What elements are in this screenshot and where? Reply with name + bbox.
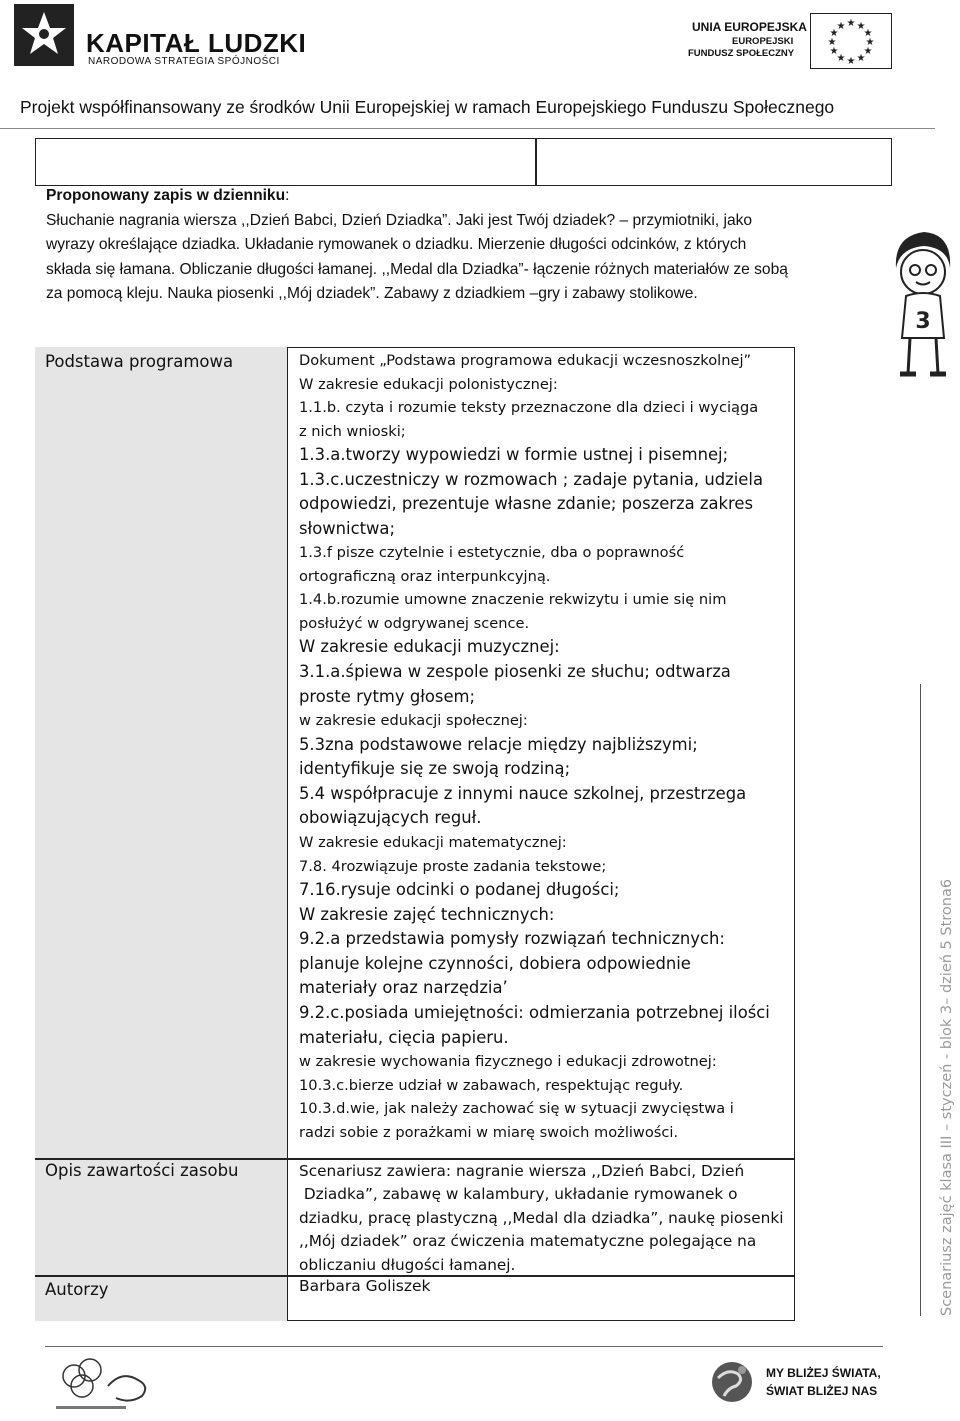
description-line: Dziadka”, zabawę w kalambury, układanie rymowanek o <box>299 1185 738 1204</box>
description-line: obliczaniu długości łamanej. <box>299 1255 516 1274</box>
label-podstawa-programowa: Podstawa programowa <box>45 352 234 371</box>
curriculum-line: materiału, cięcia papieru. <box>299 1027 509 1047</box>
kapital-ludzki-logo <box>14 4 74 66</box>
header-divider <box>0 128 935 129</box>
journal-line: składa się łamana. Obliczanie długości łamanej. ,,Medal dla Dziadka”- łączenie różnych materiałów ze sobą <box>46 260 788 278</box>
curriculum-line: 1.4.b.rozumie umowne znaczenie rekwizytu i umie się nim <box>299 591 727 609</box>
curriculum-line: 5.3zna podstawowe relacje między najbliższymi; <box>299 734 698 754</box>
project-statement: Projekt współfinansowany ze środków Unii Europejskiej w ramach Europejskiego Funduszu Społecznego <box>20 97 835 117</box>
curriculum-line: radzi sobie z porażkami w miarę swoich możliwości. <box>299 1123 679 1141</box>
curriculum-line: 5.4 współpracuje z innymi nauce szkolnej, przestrzega <box>299 783 747 803</box>
mybliz-line1: MY BLIŻEJ ŚWIATA, <box>766 1366 881 1380</box>
resource-description <box>299 1160 791 1277</box>
curriculum-line: odpowiedzi, prezentuje własne zdanie; poszerza zakres <box>299 494 754 514</box>
journal-line: wyrazy określające dziadka. Układanie rymowanek o dziadku. Mierzenie długości odcinków, z których <box>46 236 747 253</box>
curriculum-line: 7.16.rysuje odcinki o podanej długości; <box>299 880 620 900</box>
mybliz-line2: ŚWIAT BLIŻEJ NAS <box>766 1384 878 1398</box>
curriculum-line: z nich wnioski; <box>299 422 406 440</box>
description-line: Scenariusz zawiera: nagranie wiersza ,,Dzień Babci, Dzień <box>299 1162 745 1180</box>
svg-text:★: ★ <box>836 21 846 32</box>
side-page-label: Scenariusz zajęć klasa III – styczeń - blok 3– dzień 5 Strona6 <box>939 878 955 1316</box>
journal-line: za pomocą kleju. Nauka piosenki ,,Mój dziadek”. Zabawy z dziadkiem –gry i zabawy stolikowe. <box>46 285 698 302</box>
curriculum-line: W zakresie edukacji muzycznej: <box>299 637 560 657</box>
curriculum-line: 1.3.a.tworzy wypowiedzi w formie ustnej i pisemnej; <box>299 445 729 464</box>
curriculum-line: 3.1.a.śpiewa w zespole piosenki ze słuchu; odtwarza <box>299 661 731 681</box>
curriculum-line: 1.3.c.uczestniczy w rozmowach ; zadaje pytania, udziela <box>299 469 763 489</box>
kl-subtitle: NARODOWA STRATEGIA SPÓJNOŚCI <box>88 56 280 67</box>
curriculum-line: w zakresie edukacji społecznej: <box>299 712 528 730</box>
curriculum-line: 7.8. 4rozwiązuje proste zadania tekstowe; <box>299 857 607 875</box>
curriculum-line: identyfikuje się ze swoją rodziną; <box>299 759 571 779</box>
curriculum-line: 10.3.d.wie, jak należy zachować się w sytuacji zwycięstwa i <box>299 1100 734 1118</box>
star-figure-icon <box>14 4 74 66</box>
curriculum-line: planuje kolejne czynności, dobiera odpowiednie <box>299 953 691 973</box>
curriculum-line: obowiązujących reguł. <box>299 808 482 828</box>
curriculum-line: materiały oraz narzędzia’ <box>299 978 508 998</box>
journal-line: Słuchanie nagrania wiersza ,,Dzień Babci, Dzień Dziadka”. Jaki jest Twój dziadek? – przymiotniki, jako <box>46 211 753 229</box>
label-opis-zawartosci: Opis zawartości zasobu <box>45 1161 239 1180</box>
ue-line3: FUNDUSZ SPOŁECZNY <box>688 48 795 59</box>
curriculum-line: posłużyć w odgrywanej scence. <box>299 614 530 632</box>
curriculum-line: W zakresie edukacji polonistycznej: <box>299 375 558 393</box>
svg-text:★: ★ <box>865 37 875 48</box>
curriculum-line: 9.2.a przedstawia pomysły rozwiązań technicznych: <box>299 929 725 949</box>
kl-title: KAPITAŁ LUDZKI <box>86 28 307 58</box>
curriculum-line: ortograficzną oraz interpunkcyjną. <box>299 567 551 585</box>
svg-text:★: ★ <box>827 37 837 48</box>
svg-text:★: ★ <box>846 18 856 29</box>
curriculum-line: 1.3.f pisze czytelnie i estetycznie, dba o poprawność <box>299 544 685 562</box>
svg-text:★: ★ <box>856 53 866 64</box>
curriculum-line: proste rytmy głosem; <box>299 686 476 706</box>
mascot-number: 3 <box>915 309 931 334</box>
curriculum-line: słownictwa; <box>299 518 395 538</box>
curriculum-line: Dokument „Podstawa programowa edukacji wczesnoszkolnej” <box>299 352 752 369</box>
self-logo <box>52 1352 162 1414</box>
svg-text:★: ★ <box>836 53 846 64</box>
journal-heading-colon: : <box>285 187 290 204</box>
journal-entry <box>46 184 876 307</box>
journal-heading: Proponowany zapis w dzienniku <box>46 187 286 204</box>
curriculum-line: 1.1.b. czyta i rozumie teksty przeznaczone dla dzieci i wyciąga <box>299 399 759 416</box>
curriculum-line: W zakresie edukacji matematycznej: <box>299 834 567 852</box>
empty-cell-left <box>35 138 536 186</box>
description-line: ,,Mój dziadek” oraz ćwiczenia matematyczne polegające na <box>299 1232 757 1251</box>
curriculum-line: 10.3.c.bierze udział w zabawach, respektując reguły. <box>299 1076 684 1094</box>
description-line: dziadku, pracę plastyczną ,,Medal dla dziadka”, naukę piosenki <box>299 1208 784 1227</box>
ue-line2: EUROPEJSKI <box>732 36 794 47</box>
curriculum-content <box>299 349 787 1144</box>
empty-cell-right <box>536 138 892 186</box>
curriculum-line: w zakresie wychowania fizycznego i edukacji zdrowotnej: <box>299 1053 717 1071</box>
svg-text:★: ★ <box>863 46 873 57</box>
globe-icon <box>708 1358 756 1406</box>
curriculum-line: 9.2.c.posiada umiejętności: odmierzania potrzebnej ilości <box>299 1003 770 1022</box>
svg-text:★: ★ <box>863 28 873 39</box>
svg-text:★: ★ <box>829 28 839 39</box>
author-name: Barbara Goliszek <box>299 1277 431 1295</box>
svg-text:★: ★ <box>856 21 866 32</box>
footer-divider <box>45 1346 883 1347</box>
label-autorzy: Autorzy <box>45 1280 109 1299</box>
eu-flag-icon <box>810 13 892 69</box>
side-divider <box>920 684 921 1316</box>
ue-line1: UNIA EUROPEJSKA <box>692 20 807 34</box>
curriculum-line: W zakresie zajęć technicznych: <box>299 904 555 924</box>
svg-text:★: ★ <box>846 56 856 67</box>
svg-text:★: ★ <box>829 46 839 57</box>
mascot-girl-icon <box>886 228 956 380</box>
